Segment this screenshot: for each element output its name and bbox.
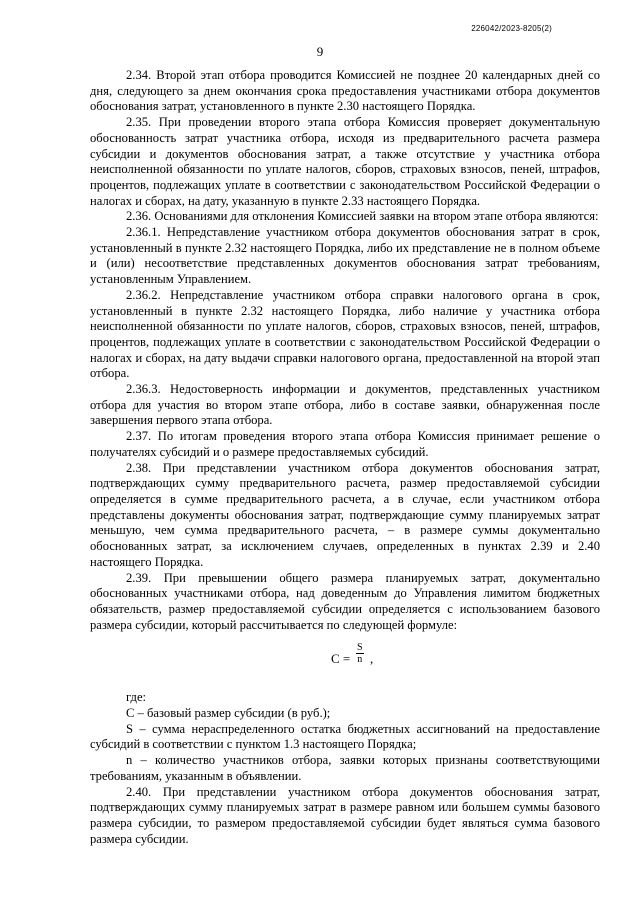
paragraph-2-36-1: 2.36.1. Непредставление участником отбора документов обоснования затрат в срок, установленный в пункте 2.32 настоящего Порядка, либо их представление не в полном объеме и (или) несоответствие представленных документов обоснования затрат требованиям, установленным Управлением. — [90, 225, 600, 287]
formula-denominator: n — [357, 654, 363, 666]
paragraph-2-35: 2.35. При проведении второго этапа отбора Комиссия проверяет документальную обоснованность затрат участника отбора, исходя из предварительного расчета размера субсидии и документов обоснования затрат, а также отсутствие у участника отбора неисполненной обязанности по уплате налогов, сборов, страховых взносов, пеней, штрафов, процентов, подлежащих уплате в соответствии с законодательством Российской Федерации о налогах и сборах, на дату, указанную в пункте 2.33 настоящего Порядка. — [90, 115, 600, 208]
formula-fraction — [356, 642, 364, 665]
definition-c: С – базовый размер субсидии (в руб.); — [126, 706, 331, 721]
paragraph-2-37: 2.37. По итогам проведения второго этапа отбора Комиссия принимает решение о получателях субсидий и о размере предоставляемых субсидий. — [90, 429, 600, 459]
definition-s: S – сумма нераспределенного остатка бюджетных ассигнований на предоставление субсидий в соответствии с пунктом 1.3 настоящего Порядка; — [90, 721, 600, 752]
document-body — [90, 68, 600, 847]
formula-numerator: S — [357, 642, 363, 654]
paragraph-2-36: 2.36. Основаниями для отклонения Комиссией заявки на втором этапе отбора являются: — [126, 209, 599, 224]
paragraph-2-39: 2.39. При превышении общего размера планируемых затрат, документально обоснованных участниками отбора, над доведенным до Управления лимитом бюджетных обязательств, размер предоставляемой субсидии определяется с использованием базового размера субсидии, который рассчитывается по следующей формуле: — [90, 570, 600, 632]
paragraph-2-36-3: 2.36.3. Недостоверность информации и документов, представленных участником отбора для участия во втором этапе отбора, либо в составе заявки, обнаруженная после завершения первого этапа отбора. — [90, 382, 600, 428]
paragraph-2-38: 2.38. При представлении участником отбора документов обоснования затрат, подтверждающих сумму предварительного расчета, размер предоставляемой субсидии определяется в сумме предварительного расчета, а в случае, если участником отбора представлены документы обоснования затрат, подтверждающие сумму планируемых затрат меньшую, чем сумма предварительного расчета, – в размере суммы документально обоснованных затрат, за исключением случаев, определенных в пунктах 2.39 и 2.40 настоящего Порядка. — [90, 460, 600, 569]
paragraph-2-36-2: 2.36.2. Непредставление участником отбора справки налогового органа в срок, установленный в пункте 2.32 настоящего Порядка, либо наличие у участника отбора неисполненной обязанности по уплате налогов, сборов, страховых взносов, пеней, штрафов, процентов, подлежащих уплате в соответствии с законодательством Российской Федерации о налогах и сборах, на дату выдачи справки налогового органа, предоставленной на второй этап отбора. — [90, 287, 600, 381]
where-label: где: — [126, 690, 147, 705]
formula-lhs: С = — [331, 651, 351, 667]
formula-trailing: , — [370, 651, 374, 667]
page-number: 9 — [316, 44, 324, 59]
paragraph-2-34: 2.34. Второй этап отбора проводится Комиссией не позднее 20 календарных дней со дня, следующего за днем окончания срока предоставления участниками отбора документов обоснования затрат, установленного в пункте 2.30 настоящего Порядка. — [90, 68, 600, 114]
paragraph-2-40: 2.40. При представлении участником отбора документов обоснования затрат, подтверждающих сумму планируемых затрат в размере равном или большем суммы базового размера субсидии, то размером предоставляемой субсидии будет являться сумма базового размера субсидии. — [90, 784, 600, 846]
formula — [90, 633, 600, 678]
document-number: 226042/2023-8205(2) — [471, 24, 552, 33]
definition-n: n – количество участников отбора, заявки которых признаны соответствующими требованиям, указанным в объявлении. — [90, 753, 600, 783]
